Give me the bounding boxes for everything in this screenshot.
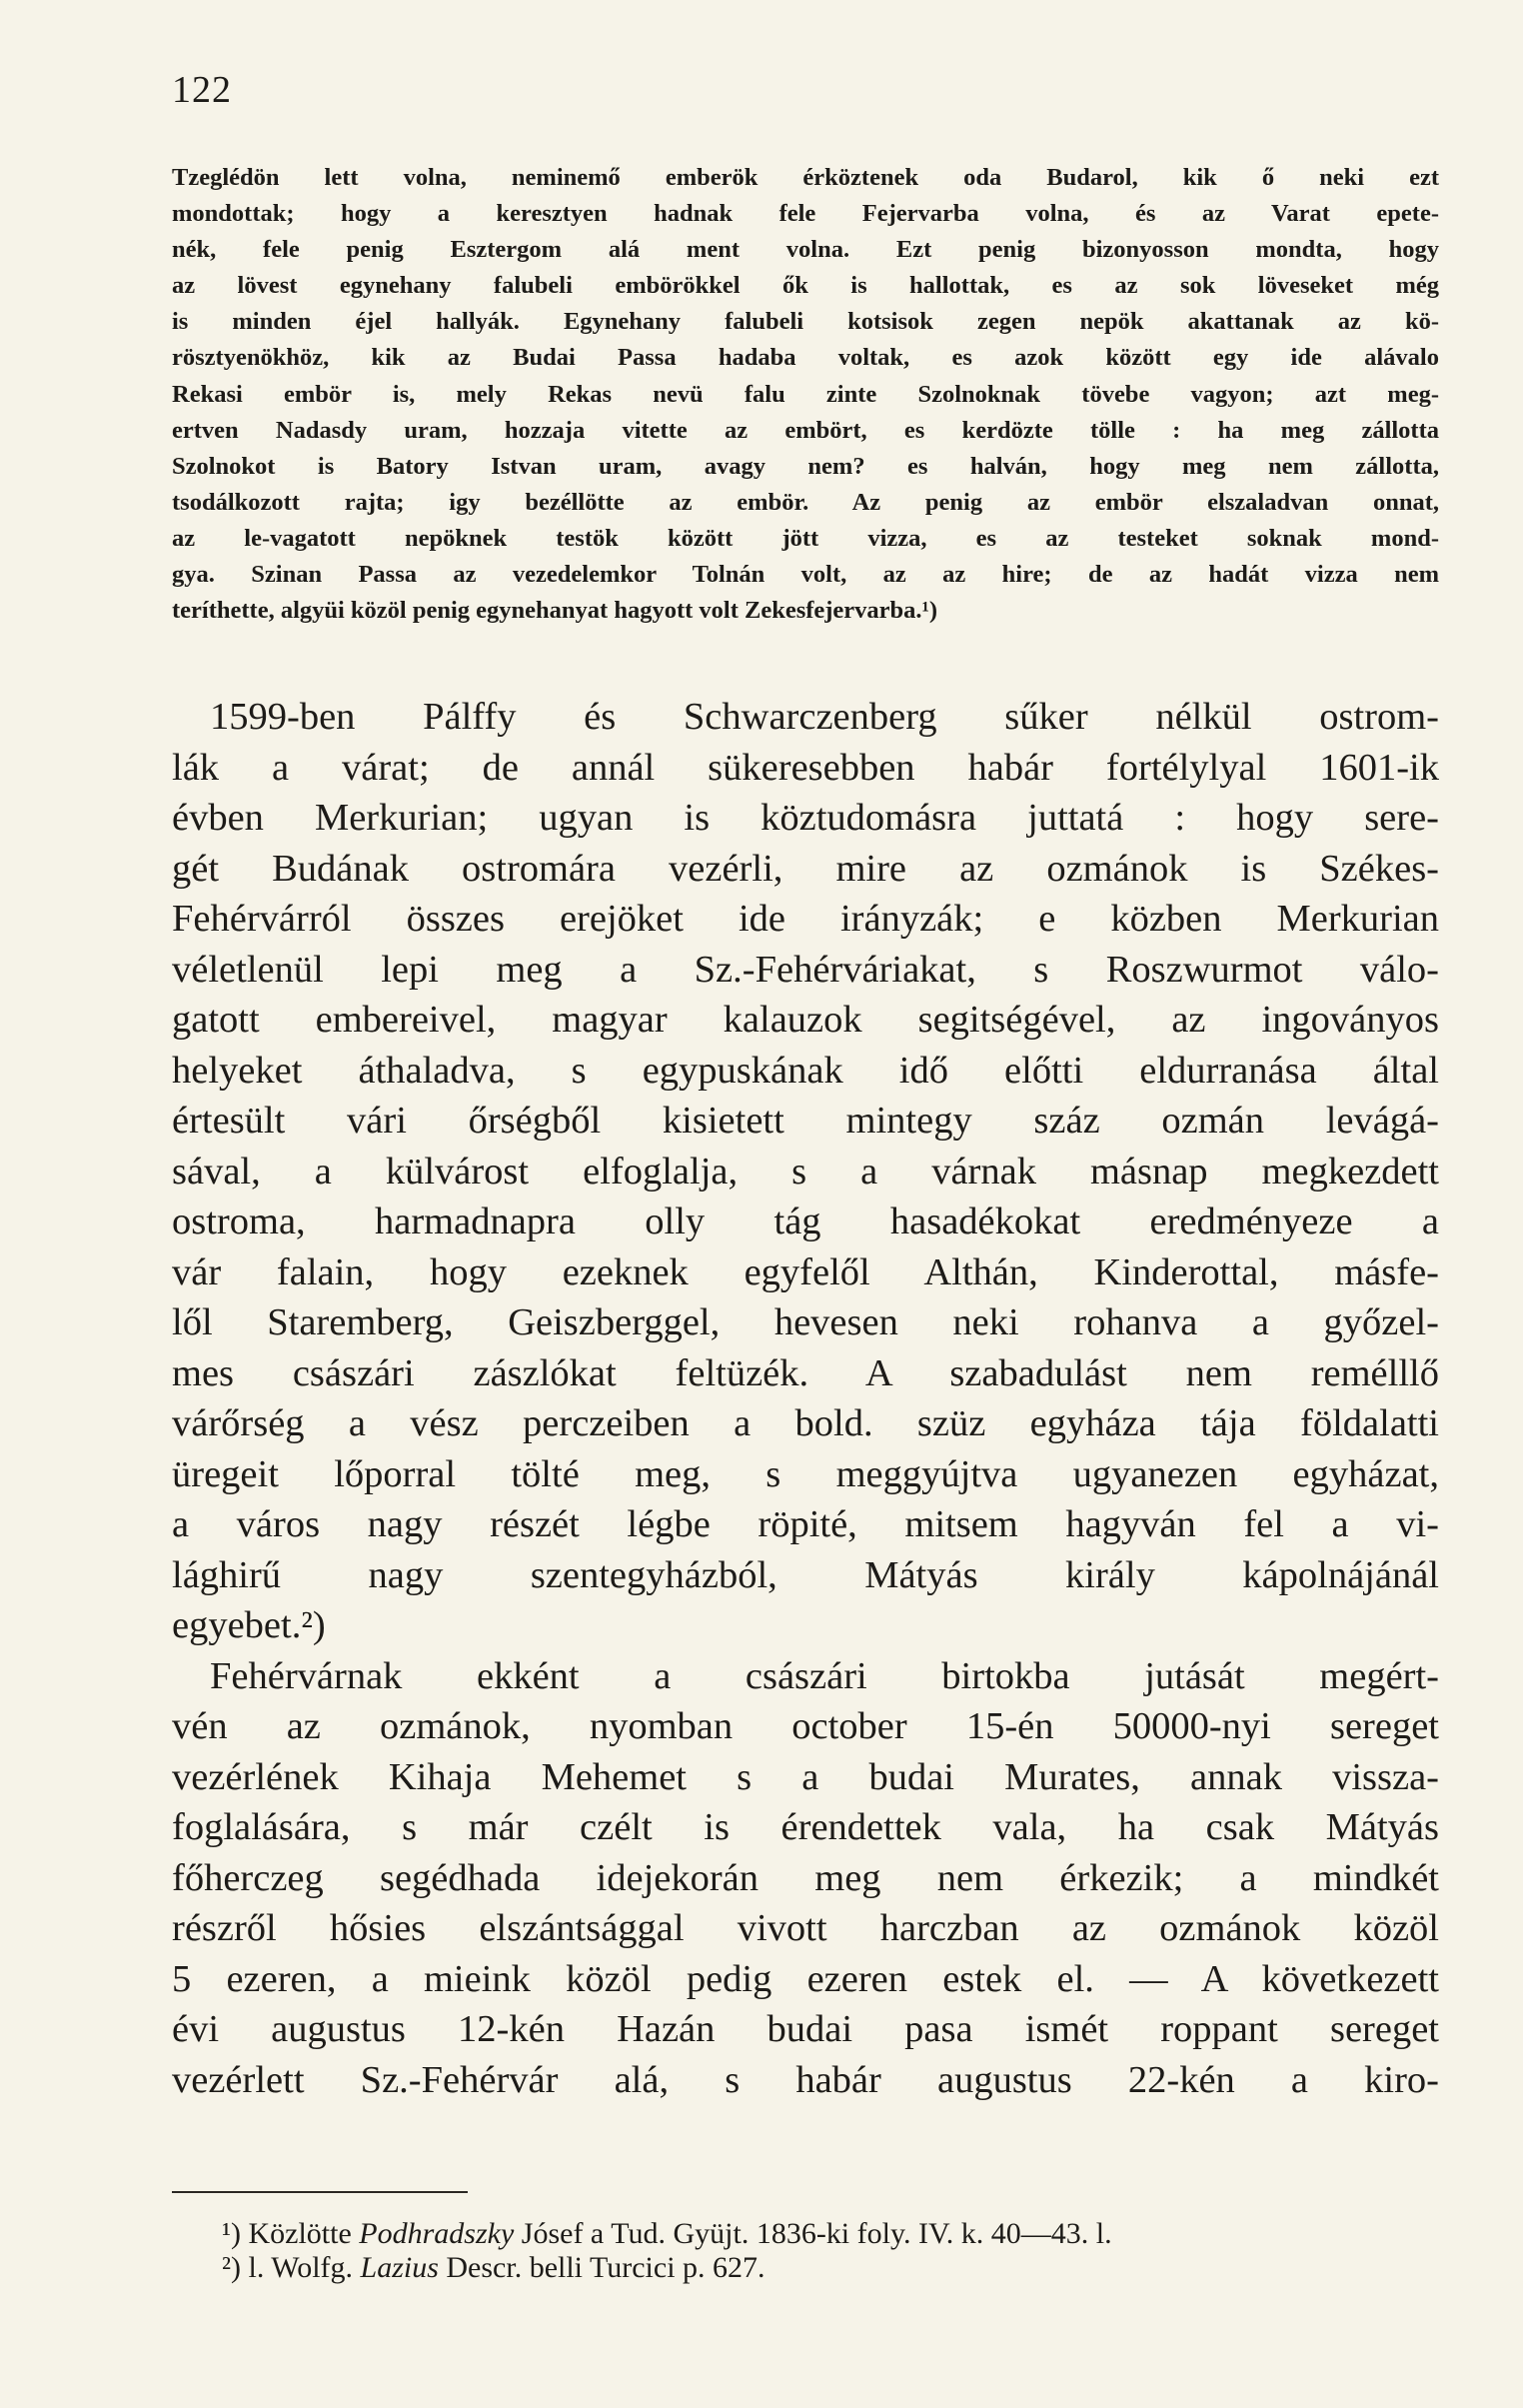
body-line: foglalására, s már czélt is érendettek vala, ha csak Mátyás: [172, 1806, 1439, 1848]
body-line: helyeket áthaladva, s egypuskának idő előtti eldurranása által: [172, 1049, 1439, 1092]
body-line: főherczeg segédhada idejekorán meg nem érkezik; a mindkét: [172, 1856, 1439, 1899]
quote-line: tsodálkozott rajta; igy bezéllötte az embör. Az penig az embör elszaladvan onnat,: [172, 488, 1439, 516]
footnote-text: Közlötte: [248, 2217, 360, 2250]
footnote-text: l. Wolfg.: [248, 2251, 361, 2284]
body-line: vezérlett Sz.-Fehérvár alá, s habár augustus 22-kén a kiro-: [172, 2058, 1439, 2101]
footnote-text: Descr. belli Turcici p. 627.: [438, 2251, 765, 2284]
body-line: a város nagy részét légbe röpité, mitsem hagyván fel a vi-: [172, 1503, 1439, 1545]
body-line: üregeit lőporral tölté meg, s meggyújtva ugyanezen egyházat,: [172, 1452, 1439, 1495]
footnote-divider: [172, 2191, 468, 2193]
footnote-author: Lazius: [360, 2251, 439, 2284]
body-line: 1599-ben Pálffy és Schwarczenberg sűker nélkül ostrom-: [210, 696, 1439, 738]
body-line: vén az ozmánok, nyomban october 15-én 50000-nyi sereget: [172, 1705, 1439, 1747]
quoted-source-text: [172, 160, 1439, 629]
footnote-2: [222, 2251, 1421, 2285]
body-line: gatott embereivel, magyar kalauzok segitségével, az ingoványos: [172, 999, 1439, 1041]
body-line: lághirű nagy szentegyházból, Mátyás király kápolnájánál: [172, 1553, 1439, 1596]
footnote-author: Podhradszky: [359, 2217, 515, 2250]
quote-line: az le-vagatott nepöknek testök között jött vizza, es az testeket soknak mond-: [172, 524, 1439, 552]
quote-line: ertven Nadasdy uram, hozzaja vitette az embört, es kerdözte tölle : ha meg zállotta: [172, 416, 1439, 444]
footnotes: [222, 2217, 1421, 2285]
page-number: 122: [172, 69, 232, 111]
body-line: Fehérvárnak ekként a császári birtokba jutását megért-: [210, 1654, 1439, 1697]
body-line: lől Staremberg, Geiszberggel, hevesen neki rohanva a győzel-: [172, 1301, 1439, 1343]
body-line: értesült vári őrségből kisietett mintegy száz ozmán levágá-: [172, 1100, 1439, 1142]
body-line: várőrség a vész perczeiben a bold. szüz egyháza tája földalatti: [172, 1402, 1439, 1444]
body-line: ostroma, harmadnapra olly tág hasadékokat eredményeze a: [172, 1201, 1439, 1242]
body-line: véletlenül lepi meg a Sz.-Fehérváriakat, s Roszwurmot válo-: [172, 948, 1439, 991]
quote-line: Rekasi embör is, mely Rekas nevü falu zinte Szolnoknak tövebe vagyon; azt meg-: [172, 380, 1439, 408]
body-line: egyebet.²): [172, 1604, 326, 1646]
footnote-marker: ²): [222, 2251, 241, 2284]
footnote-text: Jósef a Tud. Gyüjt. 1836-ki foly. IV. k. 40—43. l.: [514, 2217, 1112, 2250]
quote-line: gya. Szinan Passa az vezedelemkor Tolnán volt, az az hire; de az hadát vizza nem: [172, 561, 1439, 589]
body-line: vár falain, hogy ezeknek egyfelől Althán, Kinderottal, másfe-: [172, 1250, 1439, 1293]
body-line: vezérlének Kihaja Mehemet s a budai Murates, annak vissza-: [172, 1755, 1439, 1798]
body-line: részről hősies elszántsággal vivott harczban az ozmánok közöl: [172, 1907, 1439, 1949]
footnote-1: [222, 2217, 1421, 2251]
body-line: Fehérvárról összes erejöket ide irányzák; e közben Merkurian: [172, 898, 1439, 940]
quote-line: Szolnokot is Batory Istvan uram, avagy nem? es halván, hogy meg nem zállotta,: [172, 452, 1439, 480]
quote-line: teríthette, algyüi közöl penig egynehanyat hagyott volt Zekesfejervarba.¹): [172, 597, 938, 625]
body-line: mes császári zászlókat feltüzék. A szabadulást nem remélllő: [172, 1351, 1439, 1394]
body-line: gét Budának ostromára vezérli, mire az ozmánok is Székes-: [172, 847, 1439, 890]
body-line: 5 ezeren, a mieink közöl pedig ezeren estek el. — A következett: [172, 1957, 1439, 2000]
quote-line: az lövest egynehany falubeli embörökkel ők is hallottak, es az sok löveseket még: [172, 272, 1439, 300]
quote-line: Tzeglédön lett volna, neminemő emberök érköztenek oda Budarol, kik ő neki ezt: [172, 164, 1439, 191]
footnote-marker: ¹): [222, 2217, 241, 2250]
body-line: évi augustus 12-kén Hazán budai pasa ismét roppant sereget: [172, 2008, 1439, 2050]
quote-line: mondottak; hogy a keresztyen hadnak fele Fejervarba volna, és az Varat epete-: [172, 200, 1439, 228]
quote-line: is minden éjel hallyák. Egynehany falubeli kotsisok zegen nepök akattanak az kö-: [172, 308, 1439, 336]
body-line: sával, a külvárost elfoglalja, s a várnak másnap megkezdett: [172, 1150, 1439, 1193]
quote-line: rösztyenökhöz, kik az Budai Passa hadaba voltak, es azok között egy ide alávalo: [172, 344, 1439, 372]
body-line: lák a várat; de annál sükeresebben habár fortélylyal 1601-ik: [172, 746, 1439, 789]
quote-line: nék, fele penig Esztergom alá ment volna. Ezt penig bizonyosson mondta, hogy: [172, 236, 1439, 264]
main-body-text: [172, 692, 1439, 2105]
body-line: évben Merkurian; ugyan is köztudomásra juttatá : hogy sere-: [172, 797, 1439, 839]
